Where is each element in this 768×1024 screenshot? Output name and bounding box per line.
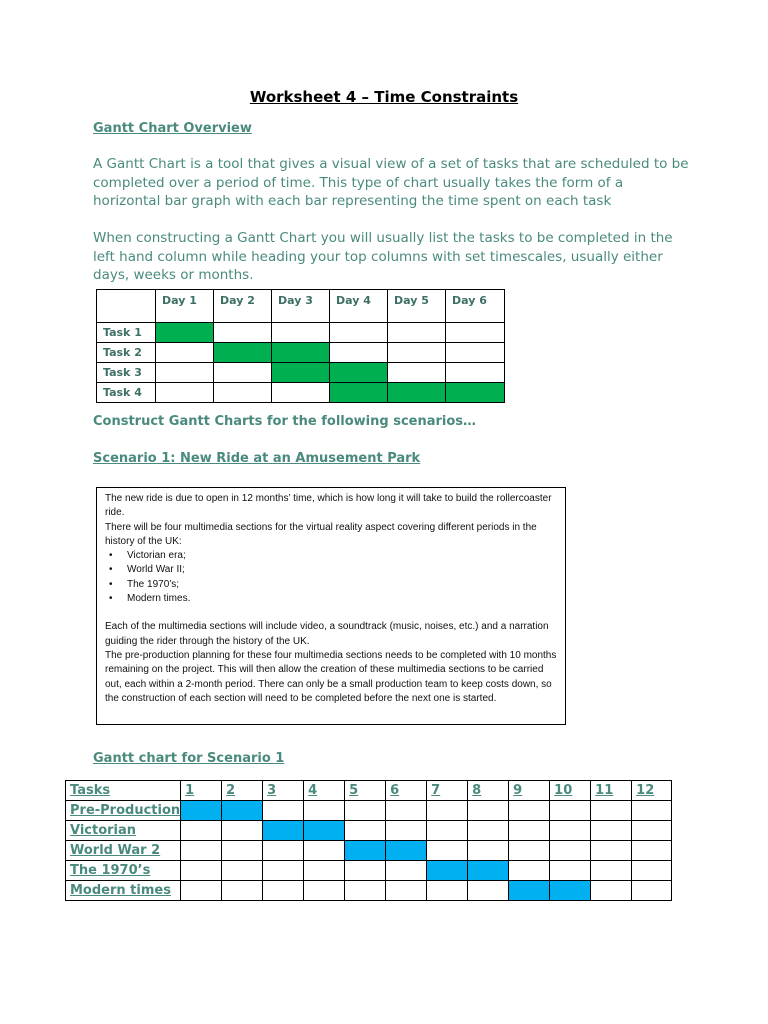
- gantt-empty-cell: [427, 821, 468, 841]
- gantt-empty-cell: [591, 801, 632, 821]
- overview-paragraph-2: When constructing a Gantt Chart you will usually list the tasks to be completed in the left hand column while heading your top columns with set timescales, usually either days, weeks or months.: [93, 230, 673, 283]
- gantt-empty-cell: [591, 881, 632, 901]
- gantt-empty-cell: [181, 841, 222, 861]
- gantt-bar-cell: [330, 363, 388, 383]
- gantt-bar-cell: [345, 841, 386, 861]
- gantt-empty-cell: [591, 841, 632, 861]
- task-label: Modern times: [66, 881, 181, 901]
- gantt-empty-cell: [388, 323, 446, 343]
- month-header: 10: [550, 781, 591, 801]
- gantt-empty-cell: [468, 821, 509, 841]
- gantt-empty-cell: [550, 861, 591, 881]
- gantt-empty-cell: [509, 821, 550, 841]
- gantt-empty-cell: [388, 343, 446, 363]
- list-item: • The 1970’s;: [105, 578, 559, 592]
- scenario1-bullet-list: [105, 549, 559, 606]
- task-label: Task 2: [97, 343, 156, 363]
- month-header: 4: [304, 781, 345, 801]
- page-title: Worksheet 4 – Time Constraints: [249, 88, 519, 106]
- gantt-empty-cell: [263, 841, 304, 861]
- gantt-bar-cell: [550, 881, 591, 901]
- column-header: Day 6: [446, 290, 505, 323]
- gantt-bar-cell: [468, 861, 509, 881]
- gantt-empty-cell: [214, 383, 272, 403]
- gantt-bar-cell: [181, 801, 222, 821]
- month-header: 6: [386, 781, 427, 801]
- gantt-empty-cell: [304, 881, 345, 901]
- gantt-empty-cell: [468, 801, 509, 821]
- month-header: 1: [181, 781, 222, 801]
- gantt-bar-cell: [427, 861, 468, 881]
- gantt-empty-cell: [156, 363, 214, 383]
- task-label: Task 4: [97, 383, 156, 403]
- gantt-empty-cell: [550, 801, 591, 821]
- list-item: • Modern times.: [105, 592, 559, 606]
- gantt-empty-cell: [181, 861, 222, 881]
- table-header-row: [66, 781, 672, 801]
- example-gantt-table: [96, 289, 505, 403]
- gantt-empty-cell: [591, 821, 632, 841]
- gantt-bar-cell: [386, 841, 427, 861]
- gantt-empty-cell: [386, 801, 427, 821]
- gantt-empty-cell: [330, 323, 388, 343]
- scenario1-gantt-table: [65, 780, 672, 901]
- bullet-glyph: •: [109, 593, 113, 605]
- month-header: 8: [468, 781, 509, 801]
- task-label: Pre-Production: [66, 801, 181, 821]
- gantt-bar-cell: [156, 323, 214, 343]
- month-header: 5: [345, 781, 386, 801]
- bullet-glyph: •: [109, 564, 113, 576]
- table-row: [66, 881, 672, 901]
- gantt-empty-cell: [345, 881, 386, 901]
- gantt-empty-cell: [214, 363, 272, 383]
- gantt-bar-cell: [388, 383, 446, 403]
- month-header: 12: [632, 781, 672, 801]
- gantt-empty-cell: [222, 841, 263, 861]
- gantt-empty-cell: [222, 881, 263, 901]
- gantt-empty-cell: [632, 841, 672, 861]
- gantt-bar-cell: [509, 881, 550, 901]
- gantt-empty-cell: [222, 821, 263, 841]
- gantt-empty-cell: [304, 861, 345, 881]
- table-header-row: [97, 290, 505, 323]
- gantt-empty-cell: [330, 343, 388, 363]
- gantt-empty-cell: [509, 861, 550, 881]
- gantt-empty-cell: [156, 383, 214, 403]
- gantt-empty-cell: [181, 821, 222, 841]
- gantt-empty-cell: [272, 383, 330, 403]
- construct-instruction: Construct Gantt Charts for the following scenarios…: [93, 414, 477, 429]
- scenario1-body-1: Each of the multimedia sections will include video, a soundtrack (music, noises, etc.) and a narration guiding the rider through the history of the UK.: [105, 621, 549, 647]
- task-label: Victorian: [66, 821, 181, 841]
- month-header: 7: [427, 781, 468, 801]
- gantt-empty-cell: [632, 881, 672, 901]
- gantt-empty-cell: [272, 323, 330, 343]
- gantt-empty-cell: [304, 801, 345, 821]
- bullet-glyph: •: [109, 578, 113, 590]
- gantt-empty-cell: [386, 821, 427, 841]
- gantt-empty-cell: [446, 343, 505, 363]
- gantt-scenario1-heading: Gantt chart for Scenario 1: [93, 751, 285, 766]
- gantt-empty-cell: [550, 821, 591, 841]
- gantt-empty-cell: [468, 841, 509, 861]
- task-label: World War 2: [66, 841, 181, 861]
- gantt-empty-cell: [263, 881, 304, 901]
- list-item: • Victorian era;: [105, 549, 559, 563]
- gantt-empty-cell: [345, 801, 386, 821]
- gantt-empty-cell: [386, 881, 427, 901]
- task-label: The 1970’s: [66, 861, 181, 881]
- gantt-empty-cell: [388, 363, 446, 383]
- gantt-empty-cell: [550, 841, 591, 861]
- gantt-empty-cell: [345, 821, 386, 841]
- scenario1-intro-1: The new ride is due to open in 12 months’ time, which is how long it will take to build the rollercoaster ride.: [105, 493, 552, 519]
- table-row: [66, 801, 672, 821]
- gantt-empty-cell: [446, 323, 505, 343]
- month-header: 3: [263, 781, 304, 801]
- gantt-empty-cell: [263, 801, 304, 821]
- gantt-empty-cell: [632, 821, 672, 841]
- gantt-bar-cell: [272, 343, 330, 363]
- gantt-empty-cell: [386, 861, 427, 881]
- gantt-empty-cell: [591, 861, 632, 881]
- gantt-empty-cell: [509, 841, 550, 861]
- gantt-empty-cell: [304, 841, 345, 861]
- gantt-empty-cell: [263, 861, 304, 881]
- gantt-empty-cell: [632, 801, 672, 821]
- column-header: Day 3: [272, 290, 330, 323]
- gantt-empty-cell: [509, 801, 550, 821]
- column-header: Day 5: [388, 290, 446, 323]
- gantt-bar-cell: [304, 821, 345, 841]
- gantt-bar-cell: [330, 383, 388, 403]
- tasks-header: Tasks: [66, 781, 181, 801]
- overview-heading: Gantt Chart Overview: [93, 121, 252, 136]
- task-label: Task 3: [97, 363, 156, 383]
- gantt-bar-cell: [214, 343, 272, 363]
- gantt-empty-cell: [156, 343, 214, 363]
- gantt-empty-cell: [632, 861, 672, 881]
- gantt-empty-cell: [427, 881, 468, 901]
- gantt-empty-cell: [181, 881, 222, 901]
- scenario1-heading: Scenario 1: New Ride at an Amusement Park: [93, 451, 421, 466]
- gantt-empty-cell: [427, 841, 468, 861]
- gantt-bar-cell: [446, 383, 505, 403]
- task-label: Task 1: [97, 323, 156, 343]
- table-row: [97, 363, 505, 383]
- gantt-empty-cell: [427, 801, 468, 821]
- gantt-bar-cell: [263, 821, 304, 841]
- table-row: [66, 821, 672, 841]
- table-row: [97, 323, 505, 343]
- table-row: [97, 343, 505, 363]
- column-header: Day 1: [156, 290, 214, 323]
- scenario1-body-2: The pre-production planning for these four multimedia sections needs to be completed with 10 months remaining on the project. This will then allow the creation of these multimedia sections to be carried out, each within a 2-month period. There can only be a small production team to keep costs down, so the construction of each section will need to be completed before the next one is started.: [105, 649, 557, 704]
- month-header: 2: [222, 781, 263, 801]
- gantt-empty-cell: [214, 323, 272, 343]
- bullet-glyph: •: [109, 550, 113, 562]
- table-row: [97, 383, 505, 403]
- overview-paragraph-1: A Gantt Chart is a tool that gives a visual view of a set of tasks that are scheduled to be completed over a period of time. This type of chart usually takes the form of a horizontal bar graph with each bar representing the time spent on each task: [93, 156, 689, 209]
- column-header: Day 4: [330, 290, 388, 323]
- header-corner-cell: [97, 290, 156, 323]
- gantt-bar-cell: [272, 363, 330, 383]
- gantt-empty-cell: [468, 881, 509, 901]
- list-item: • World War II;: [105, 563, 559, 577]
- table-row: [66, 841, 672, 861]
- gantt-empty-cell: [345, 861, 386, 881]
- table-row: [66, 861, 672, 881]
- gantt-bar-cell: [222, 801, 263, 821]
- month-header: 9: [509, 781, 550, 801]
- month-header: 11: [591, 781, 632, 801]
- scenario1-intro-2: There will be four multimedia sections for the virtual reality aspect covering different periods in the history of the UK:: [105, 521, 537, 547]
- gantt-empty-cell: [446, 363, 505, 383]
- gantt-empty-cell: [222, 861, 263, 881]
- scenario1-text-box: [96, 487, 566, 725]
- column-header: Day 2: [214, 290, 272, 323]
